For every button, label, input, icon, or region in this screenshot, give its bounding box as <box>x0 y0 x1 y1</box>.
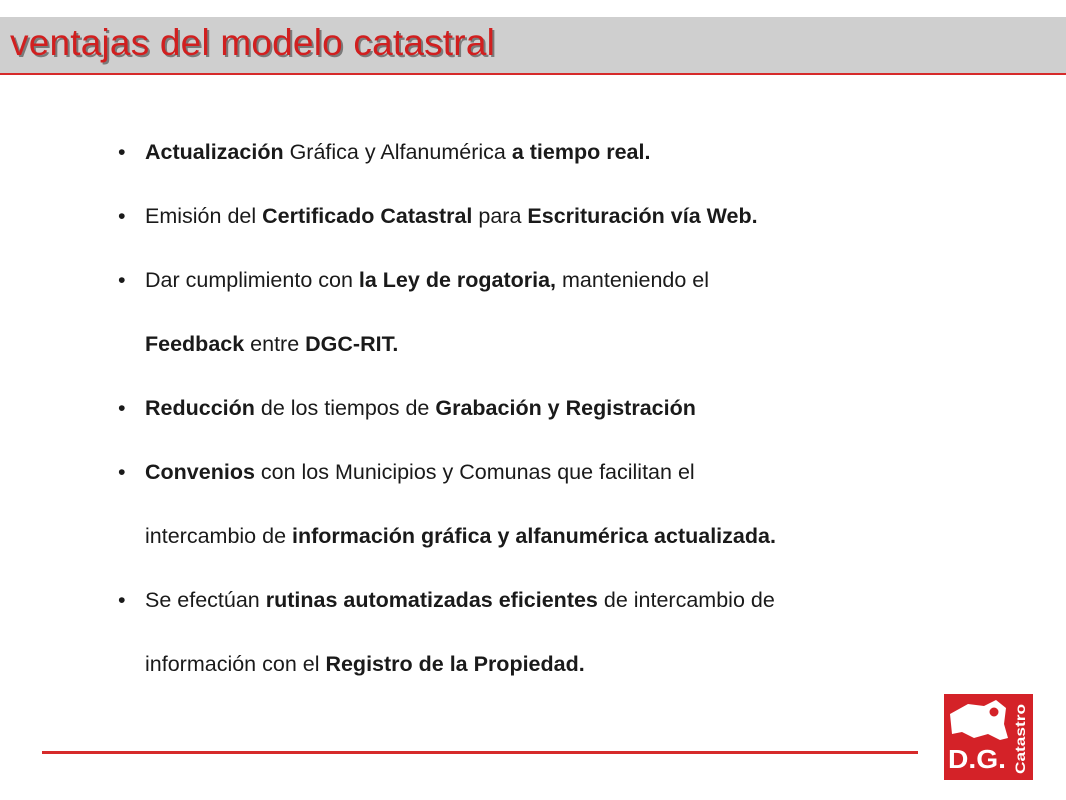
bullet-item <box>118 452 998 516</box>
emphasis-text: la Ley de rogatoria, <box>358 268 557 292</box>
map-silhouette-icon <box>944 694 1033 780</box>
plain-text: Dar cumplimiento con <box>145 268 359 292</box>
bullet-text <box>145 580 775 620</box>
plain-text: con los Municipios y Comunas que facilitan el <box>254 460 695 484</box>
plain-text: Emisión del <box>145 204 263 228</box>
bullet-continuation <box>118 644 998 708</box>
emphasis-text: Feedback <box>145 332 245 356</box>
bullet-item <box>118 196 998 260</box>
emphasis-text: Registro de la Propiedad. <box>325 652 585 676</box>
bullet-text <box>145 260 709 300</box>
logo-vertical-text: Catastro <box>1012 717 1028 774</box>
emphasis-text: Certificado Catastral <box>262 204 473 228</box>
map-marker-icon <box>988 706 1000 718</box>
logo-letters: D.G. <box>948 744 1006 774</box>
emphasis-text: Escrituración vía Web. <box>527 204 758 228</box>
bullet-text <box>145 324 398 364</box>
plain-text: información con el <box>145 652 326 676</box>
emphasis-text: información gráfica y alfanumérica actualizada. <box>292 524 776 548</box>
plain-text: de intercambio de <box>597 588 775 612</box>
slide-title: ventajas del modelo catastral <box>10 22 496 63</box>
footer-divider <box>42 751 918 754</box>
plain-text: Se efectúan <box>145 588 266 612</box>
plain-text: de los tiempos de <box>254 396 436 420</box>
emphasis-text: Grabación y Registración <box>435 396 696 420</box>
bullet-text <box>145 452 695 492</box>
bullet-item <box>118 132 998 196</box>
emphasis-text: a tiempo real. <box>511 140 651 164</box>
bullet-text <box>145 132 650 172</box>
emphasis-text: Actualización <box>145 140 284 164</box>
bullet-item <box>118 388 998 452</box>
plain-text: manteniendo el <box>556 268 710 292</box>
bullet-text <box>145 516 776 556</box>
emphasis-text: Convenios <box>145 460 255 484</box>
emphasis-text: DGC-RIT. <box>305 332 399 356</box>
map-shape <box>950 700 1008 740</box>
bullet-continuation <box>118 516 998 580</box>
bullet-text <box>145 644 585 684</box>
plain-text: entre <box>244 332 306 356</box>
plain-text: para <box>472 204 528 228</box>
bullet-item <box>118 580 998 644</box>
bullet-text <box>145 196 758 236</box>
emphasis-text: rutinas automatizadas eficientes <box>265 588 598 612</box>
bullet-list <box>118 132 998 708</box>
bullet-text <box>145 388 696 428</box>
plain-text: intercambio de <box>145 524 292 548</box>
plain-text: Gráfica y Alfanumérica <box>283 140 512 164</box>
bullet-continuation <box>118 324 998 388</box>
dg-catastro-logo <box>944 694 1033 780</box>
bullet-item <box>118 260 998 324</box>
emphasis-text: Reducción <box>145 396 255 420</box>
